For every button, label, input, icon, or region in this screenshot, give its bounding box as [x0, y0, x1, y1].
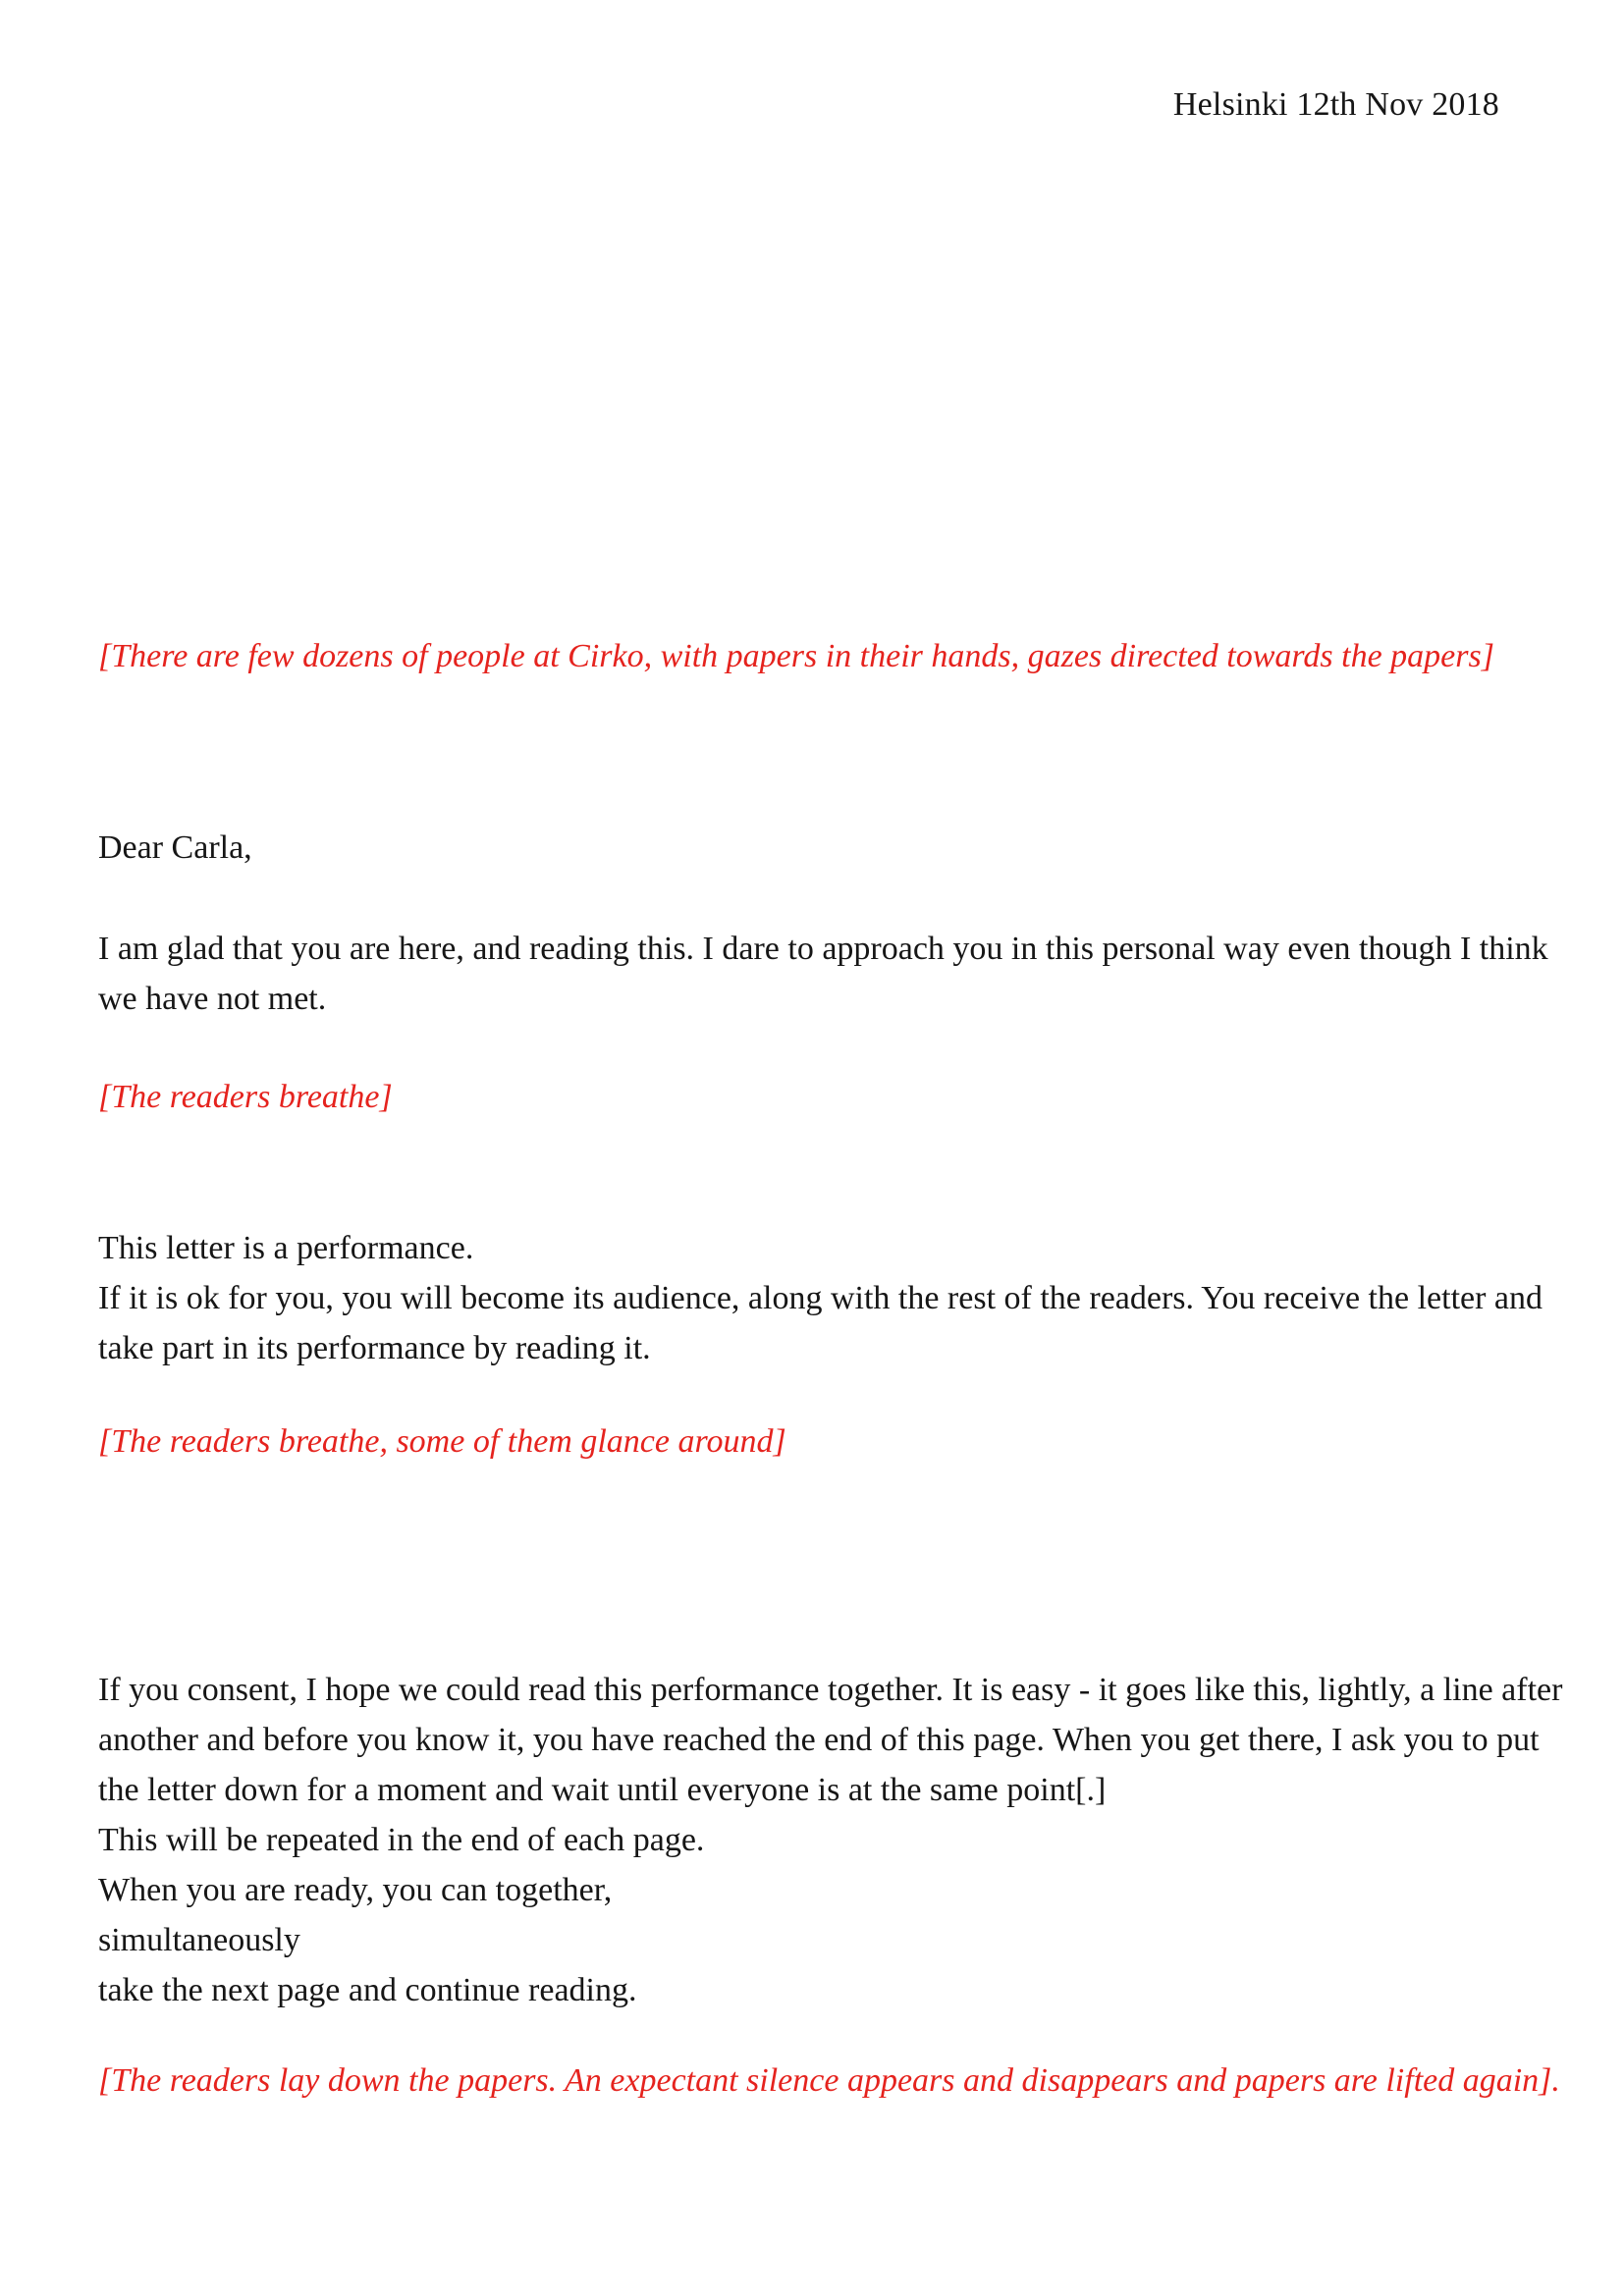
paragraph-performance-line-1: This letter is a performance.	[98, 1230, 474, 1266]
paragraph-instructions-line-2: another and before you know it, you have reached the end of this page. When you get there, I ask you to put	[98, 1722, 1540, 1758]
paragraph-intro-line-2: we have not met.	[98, 981, 327, 1017]
paragraph-intro-line-1: I am glad that you are here, and reading this. I dare to approach you in this personal way even though I think	[98, 931, 1548, 967]
paragraph-instructions-line-7: take the next page and continue reading.	[98, 1972, 637, 2008]
paragraph-instructions	[98, 1665, 1562, 2015]
paragraph-performance-line-2: If it is ok for you, you will become its audience, along with the rest of the readers. You receive the letter and	[98, 1280, 1543, 1316]
paragraph-instructions-line-4: This will be repeated in the end of each page.	[98, 1822, 705, 1858]
paragraph-instructions-line-3: the letter down for a moment and wait until everyone is at the same point[.]	[98, 1772, 1107, 1808]
paragraph-intro	[98, 924, 1548, 1024]
stage-direction-breathe: [The readers breathe]	[98, 1079, 393, 1115]
stage-direction-glance: [The readers breathe, some of them glance around]	[98, 1423, 786, 1460]
stage-direction-closing: [The readers lay down the papers. An expectant silence appears and disappears and papers are lifted again].	[98, 2062, 1560, 2099]
paragraph-instructions-line-6: simultaneously	[98, 1922, 300, 1958]
paragraph-instructions-line-5: When you are ready, you can together,	[98, 1872, 613, 1908]
dateline: Helsinki 12th Nov 2018	[1172, 86, 1499, 123]
paragraph-performance	[98, 1223, 1543, 1373]
salutation: Dear Carla,	[98, 829, 252, 866]
stage-direction-opening: [There are few dozens of people at Cirko, with papers in their hands, gazes directed towards the papers]	[98, 638, 1494, 674]
paragraph-performance-line-3: take part in its performance by reading it.	[98, 1330, 651, 1366]
paragraph-instructions-line-1: If you consent, I hope we could read this performance together. It is easy - it goes like this, lightly, a line after	[98, 1672, 1563, 1708]
